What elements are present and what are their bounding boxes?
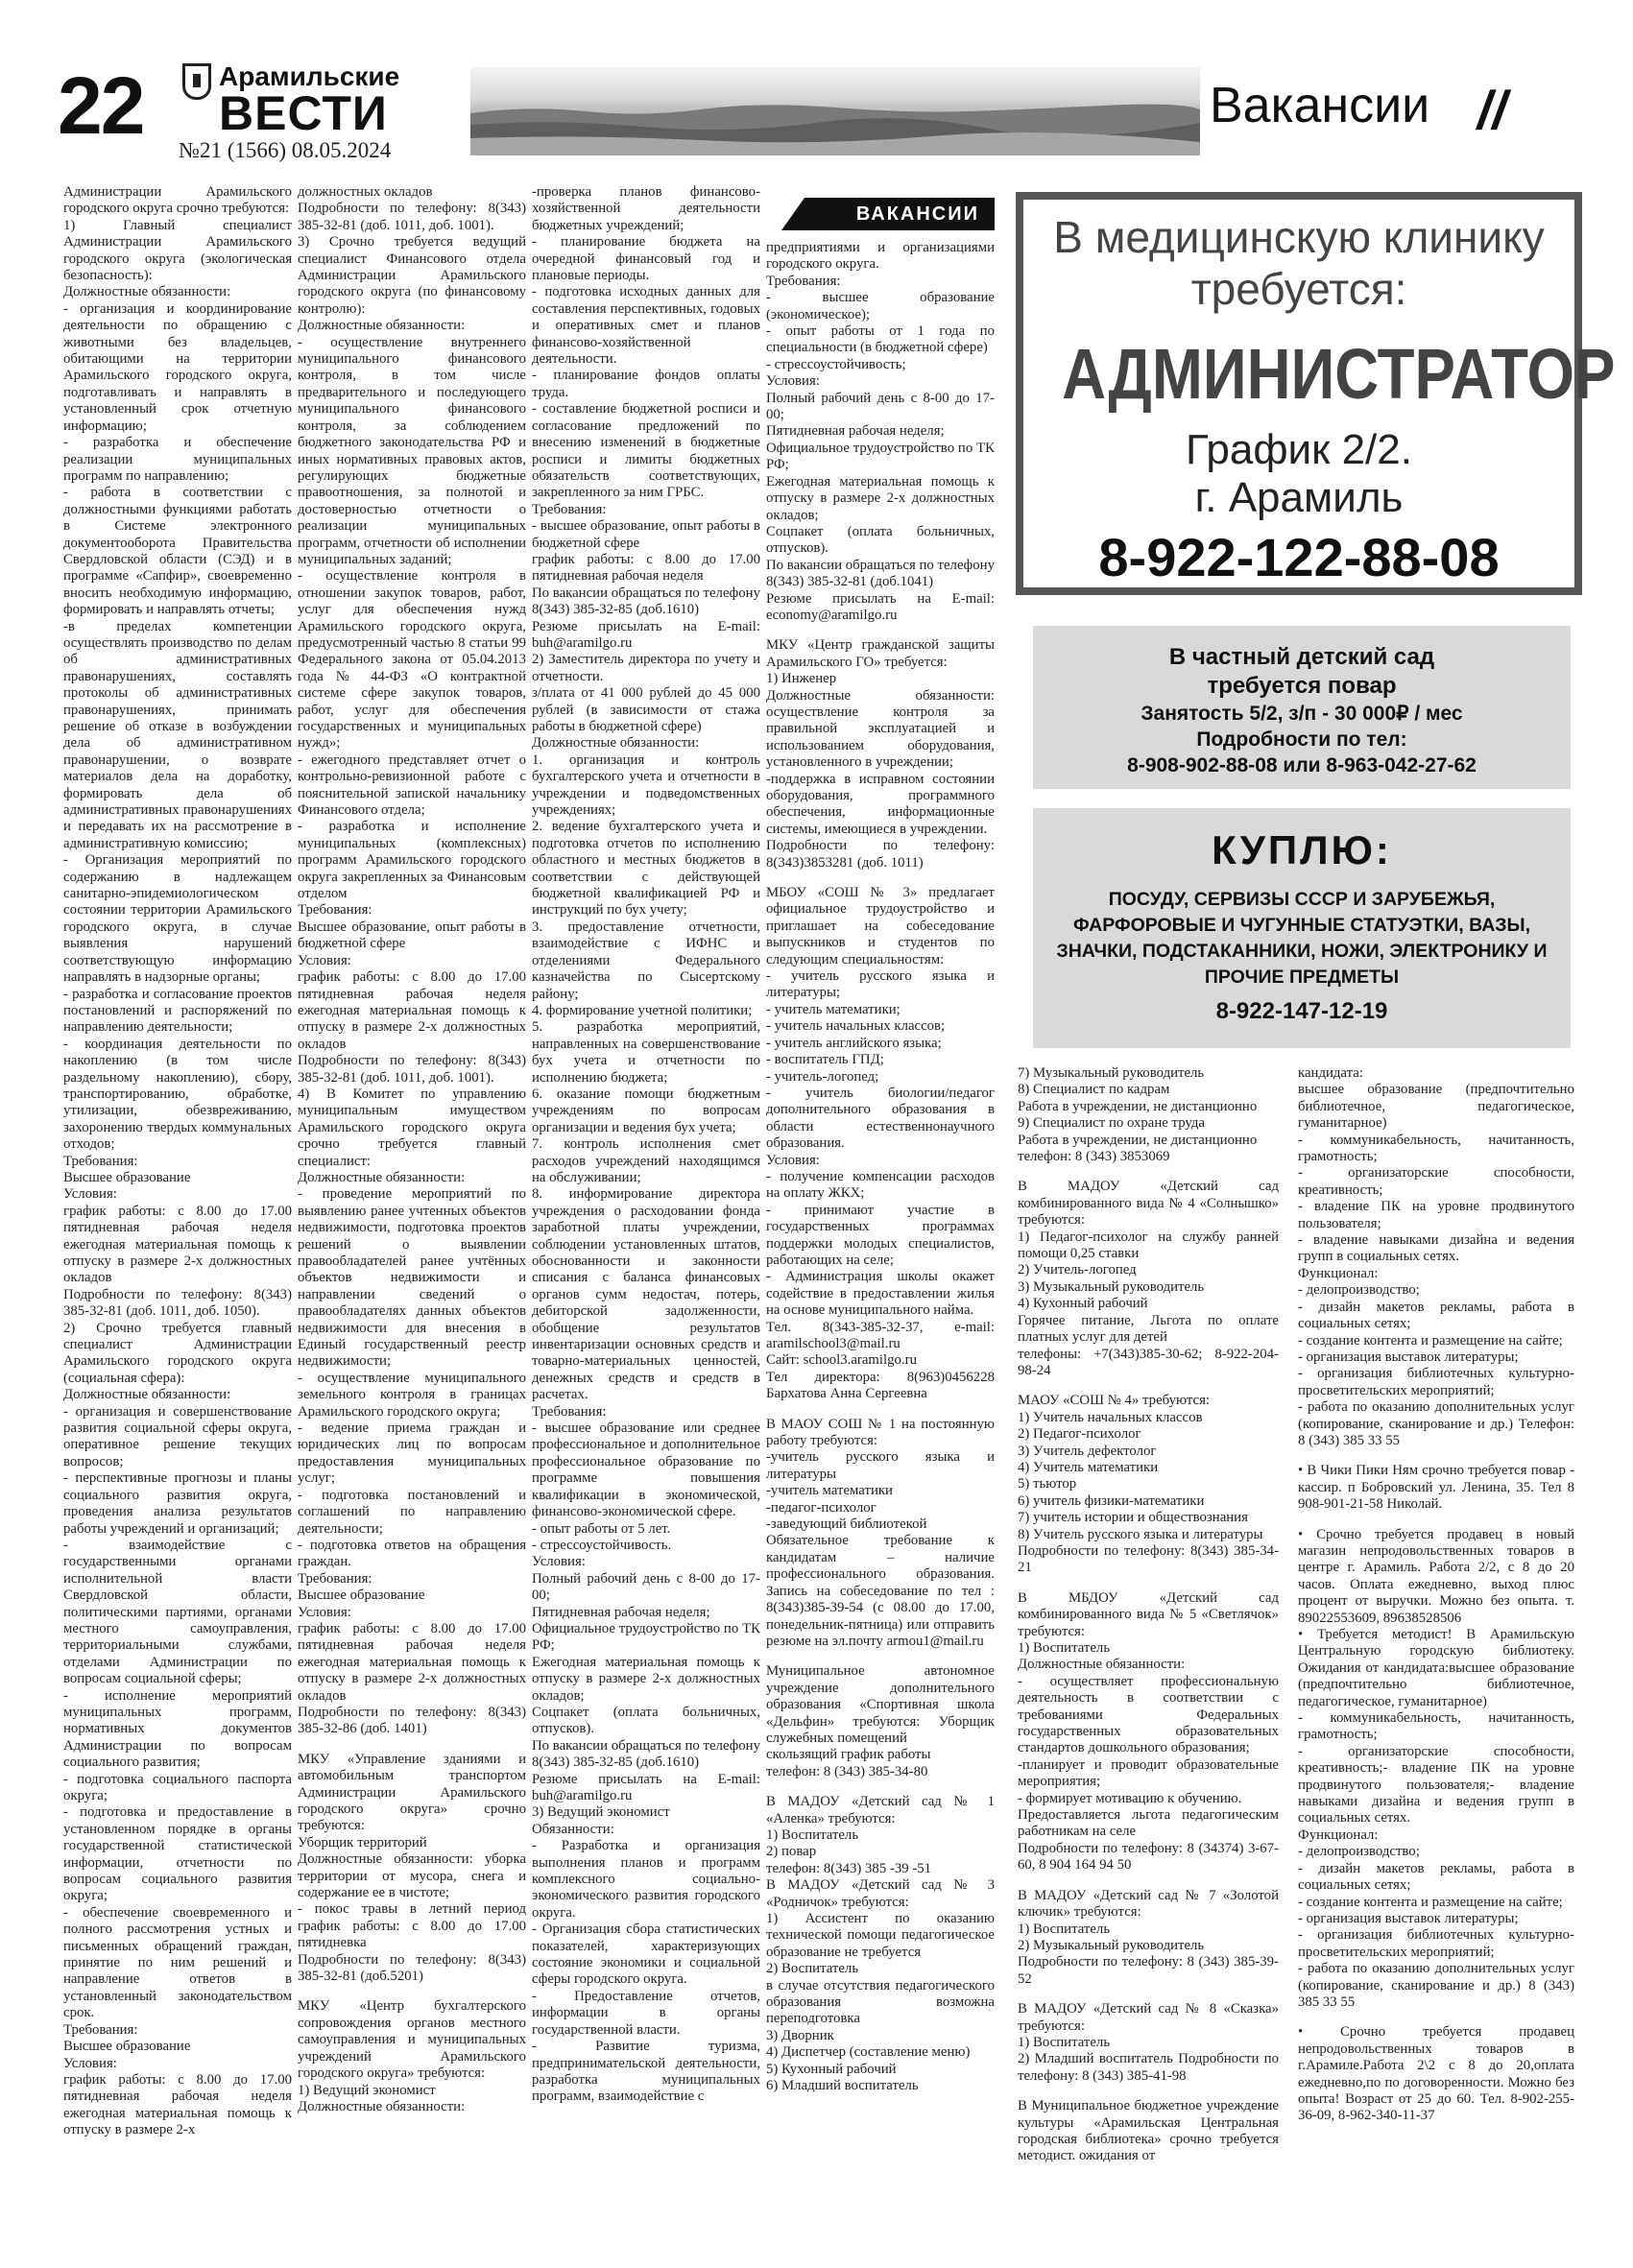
text-line: Полный рабочий день с 8-00 до 17-00; [766,390,995,423]
text-line: - учитель начальных классов; [766,1018,946,1035]
text-line: Пятидневная рабочая неделя; [532,1604,710,1620]
text-line: - высшее образование (экономическое); [766,290,995,322]
text-line: Работа в учреждении, не дистанционно [1018,1098,1258,1114]
text-line: Муниципальное автономное учреждение дополнительного образования «Спортивная школа «Дельфин» требуются: Уборщик служебных помещений [766,1663,995,1746]
paragraph-gap [766,624,995,637]
text-line: - коммуникабельность, начитанность, грамотность; [1298,1132,1574,1165]
masthead [58,58,1584,163]
text-line: 4) Кухонный рабочий [1018,1296,1148,1312]
text-line: - опыт работы от 1 года по специальности (в бюджетной сфере) [766,323,995,356]
text-line: В МАДОУ «Детский сад № 8 «Сказка» требуются: [1018,2001,1279,2034]
text-line: - исполнение мероприятий муниципальных программ, нормативных документов Администрации по вопросам социального развития; [63,1687,292,1771]
ad-clinic-phone: 8-922-122-88-08 [1098,527,1500,587]
text-line: МБОУ «СОШ № 3» предлагает официальное трудоустройство и приглашает на собеседование выпускников и студентов по следующим специальностям: [766,885,995,967]
text-line: Предоставляется льгота педагогическим работникам на селе [1018,1807,1279,1840]
ad-kindergarten-line1: В частный детский сад [1168,644,1435,670]
text-line: 6) учитель физики-математики [1018,1492,1205,1509]
text-line: В МАДОУ «Детский сад № 1 «Аленка» требуются: [766,1794,995,1826]
paragraph-gap [1298,2011,1574,2024]
ad-buy-antiques [1033,808,1571,1048]
text-line: -планирует и проводит образовательные мероприятия; [1018,1756,1279,1790]
text-line: МКУ «Управление зданиями и автомобильным транспортом Администрации Арамильского городского округа» срочно требуются: [298,1751,526,1834]
column-5-text [1018,1065,1279,2246]
text-line: - учитель русского языка и литературы; [766,968,995,1001]
text-line: 8) Специалист по кадрам [1018,1082,1170,1098]
paragraph-gap [1018,2085,1279,2098]
text-line: Официальное трудоустройство по ТК РФ; [532,1620,760,1654]
text-line: Резюме присылать на E-mail: buh@aramilgo.ru [532,618,760,651]
text-line: - Разработка и организация выполнения планов и программ комплексного социально-экономического развития городского округа. [532,1838,760,1921]
text-line: Администрации Арамильского городского округа срочно требуются: [63,184,292,217]
text-line: - получение компенсации расходов на оплату ЖКХ; [766,1168,995,1202]
text-line: з/плата от 41 000 рублей до 45 000 рублей (в зависимости от стажа работы в бюджетной сфере) [532,685,760,734]
text-line: - подготовка исходных данных для составления перспективных, годовых и оперативных смет и планов финансово-хозяйственной деятельности. [532,284,760,368]
newspaper-name-top: Арамильские [219,61,400,91]
text-line: 1) Ведущий экономист [298,2082,436,2098]
header-landscape-photo [470,67,1200,155]
text-line: в случае отсутствия педагогического образования возможна переподготовка [766,1977,995,2027]
paragraph-gap [1298,1449,1574,1463]
text-line: телефон: 8(343) 385 -39 -51 [766,1860,932,1876]
text-line: 2) Музыкальный руководитель [1018,1937,1205,1953]
text-line: • В Чики Пики Ням срочно требуется повар - кассир. п Бобровский ул. Ленина, 35. Тел 8 908-901-21-58 Николай. [1298,1463,1574,1513]
text-line: - обеспечение своевременного и полного рассмотрения устных и письменных обращений граждан, принятие по ним решений и направление ответов в установленный законодательством срок. [63,1904,292,2021]
text-line: Подробности по телефону: 8(343) 385-32-81 (доб. 1011, доб. 1001). [298,201,526,233]
text-line: - работа в соответствии с должностными функциями работать в Системе электронного документооборота Правительства Свердловской области (СЭД) и в программе «Сапфир», своевременно вносить необходимую информацию, формировать и направлять отчеты; [63,485,292,618]
text-line: - перспективные прогнозы и планы социального развития округа, проведения анализа результатов работы учреждений и организаций; [63,1470,292,1537]
text-line: - осуществление муниципального земельного контроля в границах Арамильского городского округа; [298,1370,526,1420]
text-line: кандидата: [1298,1065,1363,1081]
text-line: -проверка планов финансово-хозяйственной деятельности бюджетных учреждений; [532,184,760,233]
text-line: • Срочно требуется продавец непродовольственных товаров в г.Арамиле.Работа 2\2 с 8 до 20,оплата ежедневно,по по договоренности. Можно без опыта! Возраст от 25 до 60. Тел. 8-902-255-36-09, 8-962-340-11-37 [1298,2024,1574,2124]
paragraph-gap [1298,1514,1574,1527]
text-line: - Развитие туризма, предпринимательской деятельности, разработка муниципальных программ, взаимодействие с [532,2039,760,2105]
text-line: Подробности по телефону: 8 (343) 385-39-52 [1018,1954,1279,1987]
text-line: -педагог-психолог [766,1499,877,1516]
text-line: - ежегодного представляет отчет о контрольно-ревизионной работе с пояснительной запиской начальнику Финансового отдела; [298,752,526,819]
text-line: -учитель русского языка и литературы [766,1449,995,1482]
text-line: - работа по оказанию дополнительных услуг (копирование, сканирование и др.) 8 (343) 385 33 55 [1298,1961,1574,2010]
paragraph-gap [766,1780,995,1794]
text-line: 8) Учитель русского языка и литературы [1018,1526,1263,1542]
text-line: -поддержка в исправном состоянии оборудования, программного обеспечения, информационные системы, имеющиеся в учреждении. [766,771,995,837]
text-line: - стрессоустойчивость; [766,356,906,372]
paragraph-gap [298,1738,526,1752]
text-line: Требования: [298,902,372,919]
text-line: - подготовка и предоставление в установленном порядке в органы государственной статистической информации, отчетности по вопросам социального развития округа; [63,1804,292,1904]
ad-clinic-line1: В медицинскую клинику [1053,212,1545,262]
paragraph-gap [298,1985,526,1998]
text-line: - организация выставок литературы; [1298,1349,1519,1365]
text-line: Условия: [63,1186,117,1203]
ad-kindergarten-phones: 8-908-902-88-08 или 8-963-042-27-62 [1127,754,1477,776]
text-line: - дизайн макетов рекламы, работа в социальных сетях; [1298,1299,1574,1332]
text-line: 2) Воспитатель [766,1961,859,1977]
text-line: - стрессоустойчивость. [532,1537,672,1553]
text-line: Высшее образование, опыт работы в бюджетной сфере [298,919,526,952]
text-line: Пятидневная рабочая неделя; [766,423,945,440]
text-line: 1) Педагог-психолог на службу ранней помощи 0,25 ставки [1018,1229,1279,1262]
text-line: По вакансии обращаться по телефону 8(343) 385-32-81 (доб.1041) [766,557,995,590]
text-line: Требования: [532,1403,607,1420]
text-line: 1) Ассистент по оказанию технической помощи педагогическое образование не требуется [766,1911,995,1960]
section-slashes: // [1473,80,1514,140]
text-line: 2) Срочно требуется главный специалист Администрации Арамильского городского округа (социальная сфера): [63,1320,292,1386]
text-line: Уборщик территорий [298,1834,427,1850]
text-line: Условия: [298,952,351,968]
text-line: - создание контента и размещение на сайте; [1298,1894,1563,1910]
text-line: В МАДОУ «Детский сад № 7 «Золотой ключик» требуются: [1018,1887,1279,1921]
text-line: МАОУ «СОШ № 4» требуются: [1018,1393,1210,1409]
ad-clinic-position: АДМИНИСТРАТОР [1062,334,1616,414]
text-line: 3) Ведущий экономист [532,1804,670,1821]
newspaper-name-main: ВЕСТИ [219,86,388,140]
ad-kindergarten-cook [1033,626,1571,789]
text-line: - формирует мотивацию к обучению. [1018,1790,1242,1806]
text-line: Подробности по телефону: 8 (34374) 3-67-60, 8 904 164 94 50 [1018,1840,1279,1874]
text-line: предприятиями и организациями городского округа. [766,240,995,273]
text-line: Должностные обязанности: [298,1169,466,1185]
text-line: телефоны: +7(343)385-30-62; 8-922-204-98-24 [1018,1346,1279,1378]
text-line: Условия: [766,373,820,390]
text-line: 1) Воспитатель [1018,1640,1111,1656]
text-line: - принимают участие в государственных программах поддержки молодых специалистов, работающих на селе; [766,1202,995,1268]
section-title: Вакансии [1210,78,1430,133]
paragraph-gap [766,1403,995,1417]
text-line: Условия: [298,1604,351,1620]
text-line: - осуществляет профессиональную деятельность в соответствии с требованиями Федеральных государственных образовательных стандартов дошкольного образования; [1018,1673,1279,1756]
text-line: 5) тьютор [1018,1476,1077,1492]
text-line: - Организация мероприятий по содержанию в надлежащем санитарно-эпидемиологическом состоянии территории Арамильского городского округа, в случае выявления нарушений соответствующую информацию направлять в надзорные органы; [63,852,292,986]
text-line: Подробности по телефону: 8(343) 385-32-81 (доб.5201) [298,1951,526,1985]
ad-clinic-schedule: График 2/2. [1186,426,1412,473]
city-crest-icon [182,63,211,100]
text-line: Резюме присылать на E-mail: economy@aramilgo.ru [766,590,995,623]
ad-clinic-administrator [1016,192,1616,595]
ad-kindergarten-terms: Занятость 5/2, з/п - 30 000₽ / мес [1141,703,1463,725]
text-line: Высшее образование [63,1169,191,1185]
text-line: график работы: с 8.00 до 17.00 пятидневная рабочая неделя ежегодная материальная помощь к отпуску в размере 2-х [63,2071,292,2138]
text-line: -заведующий библиотекой [766,1516,927,1533]
text-line: - учитель-логопед; [766,1068,879,1085]
text-line: Требования: [63,2021,138,2038]
text-line: Должностные обязанности: [1018,1657,1186,1673]
text-line: Подробности по телефону: 8(343)3853281 (доб. 1011) [766,838,995,871]
text-line: Подробности по телефону: 8(343) 385-32-86 (доб. 1401) [298,1704,526,1737]
vacancies-badge: ВАКАНСИИ [766,198,995,230]
text-line: 2) повар [766,1844,817,1860]
text-line: 7) Музыкальный руководитель [1018,1065,1205,1081]
text-line: 1) Главный специалист Администрации Арамильского городского округа (экологическая безопасность): [63,217,292,284]
ad-clinic-line2: требуется: [1190,264,1407,314]
text-line: - разработка и обеспечение реализации муниципальных программ по направлению; [63,435,292,484]
text-line: 1) Инженер [766,671,837,687]
text-line: - координация деятельности по накоплению (в том числе раздельному накоплению), сбору, транспортированию, обработке, утилизации, обезвреживанию, захоронению твердых коммунальных отходов; [63,1036,292,1153]
text-line: - делопроизводство; [1298,1844,1420,1860]
text-line: Должностные обязанности: [63,284,231,300]
text-line: - проведение мероприятий по выявлению ранее учтенных объектов недвижимости, подготовка проектов решений о выявлении правообладателей ранее учтённых объектов недвижимости и направлении сведений о правообладателях данных объектов недвижимости для внесения в Единый государственный реестр недвижимости; [298,1186,526,1370]
text-line: 2) Младший воспитатель Подробности по телефону: 8 (343) 385-41-98 [1018,2051,1279,2084]
text-line: В МАОУ СОШ № 1 на постоянную работу требуются: [766,1416,995,1449]
text-line: Функционал: [1298,1265,1379,1281]
text-line: - составление бюджетной росписи и согласование предложений по внесению изменений в бюджетные росписи и лимиты бюджетных обязательств соответствующих, закрепленного за ним ГРБС. [532,401,760,501]
text-line: МКУ «Центр гражданской защиты Арамильского ГО» требуется: [766,637,995,670]
text-line: - планирование бюджета на очередной финансовый год и плановые периоды. [532,234,760,284]
text-line: -учитель математики [766,1483,893,1499]
text-line: - воспитатель ГПД; [766,1052,884,1068]
text-line: Условия: [766,1152,820,1168]
text-line: 2. ведение бухгалтерского учета и подготовка отчетов по исполнению областного и местных бюджетов в соответствии с действующей бюджетной квалификацией РФ и инструкций по бух учету; [532,819,760,919]
text-line: 4) Диспетчер (составление меню) [766,2044,971,2061]
text-line: Требования: [63,1153,138,1169]
text-line: - разработка и согласование проектов постановлений и распоряжений по направлению деятельности; [63,986,292,1036]
text-line: 2) Учитель-логопед [1018,1262,1137,1278]
text-line: - Организация сбора статистических показателей, характеризующих состояние экономики и социальной сферы городского округа. [532,1922,760,1988]
text-line: должностных окладов [298,184,433,200]
text-line: Официальное трудоустройство по ТК РФ; [766,440,995,473]
text-line: Тел. 8(343-385-32-37, e-mail: aramilschool3@mail.ru [766,1319,995,1351]
text-line: 4. формирование учетной политики; [532,1002,753,1018]
text-line: Должностные обязанности: осуществление контроля за правильной эксплуатацией и использованием оборудования, установленного в учреждении; [766,687,995,771]
text-line: Должностные обязанности: [63,1387,231,1403]
paragraph-gap [1018,1988,1279,2001]
column-6-text [1298,1065,1574,2246]
text-line: телефон: 8 (343) 385-34-80 [766,1763,928,1779]
text-line: Высшее образование [298,1588,425,1604]
text-line: - учитель английского языка; [766,1035,942,1051]
landscape-photo-drawing [470,67,1200,155]
text-line: В Муниципальное бюджетное учреждение культуры «Арамильская Центральная городская библиотека» срочно требуется методист. ожидания от [1018,2098,1279,2164]
text-line: - учитель математики; [766,1001,901,1017]
text-line: - взаимодействие с государственными органами исполнительной власти Свердловской области, политическими партиями, органами местного самоуправления, территориальными службами, отделами Администрации по вопросам социальной сферы; [63,1537,292,1687]
text-line: В МАДОУ «Детский сад комбинированного вида № 4 «Солнышко» требуются: [1018,1179,1279,1229]
paragraph-gap [1018,1379,1279,1393]
text-line: 1. организация и контроль бухгалтерского учета и отчетности в учреждении и подведомственных учреждениях; [532,752,760,819]
text-line: - организация библиотечных культурно-просветительских мероприятий; [1298,1927,1574,1960]
text-line: - организация выставок литературы; [1298,1910,1519,1926]
ad-kindergarten-line2: требуется повар [1207,673,1397,699]
text-line: 6) Младший воспитатель [766,2078,919,2094]
text-line: -в пределах компетенции осуществлять производство по делам об административных правонарушениях, составлять протоколы об административных правонарушениях, принимать решение об отказе в возбуждении дела об административном правонарушении, о возврате материалов дела на доработку, формировать дела об административных правонарушениях и передавать их на рассмотрение в административную комиссию; [63,618,292,851]
text-line: Резюме присылать на E-mail: buh@aramilgo.ru [532,1771,760,1803]
text-line: Соцпакет (оплата больничных, отпусков). [766,523,995,557]
text-line: Должностные обязанности: [298,318,466,334]
text-line: 3) Срочно требуется ведущий специалист Финансового отдела Администрации Арамильского городского округа (по финансовому контролю): [298,234,526,317]
text-line: Обязанности: [532,1821,614,1837]
text-line: Должностные обязанности: уборка территории от мусора, снега и содержание ее в чистоте; [298,1851,526,1901]
text-line: - осуществление внутреннего муниципального финансового контроля, в том числе предварительного и последующего муниципального финансового контроля, за соблюдением бюджетного законодательства РФ и иных нормативных правовых актов, регулирующих бюджетные правоотношения, за полнотой и достоверностью отчетности о реализации муниципальных программ, отчетности об исполнении муниципальных заданий; [298,334,526,567]
text-line: - коммуникабельность, начитанность, грамотность; [1298,1710,1574,1743]
text-line: скользящий график работы [766,1747,931,1763]
ad-kindergarten-details: Подробности по тел: [1196,728,1407,751]
ad-buy-title: КУПЛЮ: [1212,827,1392,872]
text-line: 2) Педагог-психолог [1018,1426,1141,1443]
text-line: - ведение приема граждан и юридических лиц по вопросам предоставления муниципальных услуг; [298,1420,526,1487]
text-line: Условия: [63,2055,117,2071]
text-line: 3) Дворник [766,2027,834,2043]
text-line: 1) Воспитатель [766,1826,859,1843]
column-2-text [298,184,526,2248]
text-line: - подготовка ответов на обращения граждан. [298,1537,526,1570]
column-1-text [63,184,292,2248]
text-line: • Требуется методист! В Арамильскую Центральную городскую библиотеку. Ожидания от кандидата:высшее образование (предпочтительно библиотечное, педагогическое, гуманитарное) [1298,1627,1574,1709]
text-line: 5. разработка мероприятий, направленных на совершенствование бух учета и отчетности по исполнению бюджета; [532,1019,760,1086]
text-line: 4) Учитель математики [1018,1459,1159,1475]
text-line: график работы: с 8.00 до 17.00 пятидневная рабочая неделя ежегодная материальная помощь к отпуску в размере 2-х должностных окладов [298,1620,526,1704]
text-line: В МАДОУ «Детский сад № 3 «Родничок» требуются: [766,1877,995,1910]
text-line: 1) Воспитатель [1018,1921,1111,1937]
text-line: Требования: [532,501,607,517]
text-line: - организаторские способности, креативность;- владение ПК на уровне продвинутого пользователя;- владение навыками дизайна и ведения групп в социальных сетях. [1298,1743,1574,1826]
text-line: 2) Заместитель директора по учету и отчетности. [532,652,760,684]
paragraph-gap [1018,1874,1279,1888]
text-line: - дизайн макетов рекламы, работа в социальных сетях; [1298,1860,1574,1894]
text-line: Подробности по телефону: 8(343) 385-34-21 [1018,1542,1279,1576]
text-line: график работы: с 8.00 до 17.00 пятидневная рабочая неделя [532,551,760,585]
text-line: график работы: с 8.00 до 17.00 пятидневная рабочая неделя ежегодная материальная помощь к отпуску в размере 2-х должностных окладов [63,1203,292,1286]
text-line: Функционал: [1298,1826,1379,1843]
text-line: телефон: 8 (343) 3853069 [1018,1149,1170,1165]
text-line: Обязательное требование к кандидатам – наличие профессионального образования. Запись на собеседование по тел : 8(343)385-39-54 (с 08.00 до 17.00, понедельник-пятница) или отправить резюме на эл.почту armou1@mail.ru [766,1533,995,1649]
paragraph-gap [1018,1577,1279,1590]
text-line: - создание контента и размещение на сайте; [1298,1332,1563,1349]
text-line: Должностные обязанности: [298,2098,466,2114]
ad-clinic-city: г. Арамиль [1194,474,1404,521]
text-line: график работы: с 8.00 до 17.00 пятидневная рабочая неделя ежегодная материальная помощь к отпуску в размере 2-х должностных окладов [298,969,526,1052]
text-line: В МБДОУ «Детский сад комбинированного вида № 5 «Светлячок» требуются: [1018,1589,1279,1639]
text-line: 7. контроль исполнения смет расходов учреждений находящимся на обслуживании; [532,1136,760,1185]
text-line: Условия: [532,1554,586,1570]
text-line: 1) Учитель начальных классов [1018,1409,1203,1425]
text-line: - подготовка постановлений и соглашений по направлению деятельности; [298,1487,526,1537]
text-line: 6. оказание помощи бюджетным учреждениям по вопросам организации и ведения бух учета; [532,1086,760,1135]
page-number: 22 [58,60,144,151]
ad-buy-phone: 8-922-147-12-19 [1215,998,1388,1024]
text-line: Горячее питание, Льгота по оплате платных услуг для детей [1018,1312,1279,1346]
text-line: Полный рабочий день с 8-00 до 17-00; [532,1570,760,1604]
text-line: Ежегодная материальная помощь к отпуску в размере 2-х должностных окладов; [766,473,995,523]
text-line: - владение навыками дизайна и ведения групп в социальных сетях. [1298,1232,1574,1265]
paragraph-gap [1018,1165,1279,1179]
text-line: • Срочно требуется продавец в новый магазин непродовольственных товаров в центре г. Арамиль. Работа 2/2, с 8 до 20 часов. Оплата ежедневно, выход плюс процент от выручки. Можно без опыта. т. 89022553609, 89638528506 [1298,1526,1574,1626]
text-line: По вакансии обращаться по телефону 8(343) 385-32-85 (доб.1610) [532,585,760,618]
text-line: Тел директора: 8(963)0456228 Бархатова Анна Сергеевна [766,1369,995,1402]
text-line: - Администрация школы окажет содействие в предоставлении жилья на основе муниципального найма. [766,1269,995,1319]
text-line: - организация и совершенствование развития социальной сферы округа, оперативное решение текущих вопросов; [63,1403,292,1469]
text-line: 9) Специалист по охране труда [1018,1115,1205,1132]
column-4-text [766,240,995,2246]
text-line: 3. предоставление отчетности, взаимодействие с ИФНС и отделениями Федерального казначейства по Сысертскому району; [532,919,760,1002]
text-line: высшее образование (предпочтительно библиотечное, педагогическое, гуманитарное) [1298,1082,1574,1132]
text-line: Сайт: school3.aramilgo.ru [766,1352,917,1369]
text-line: 8. информирование директора учреждения о расходовании фонда заработной платы учреждении, соблюдении установленных штатов, обоснованности и законности списания с баланса финансовых органов сумм недостач, потерь, дебиторской задолженности, обобщение результатов инвентаризации основных средств и товарно-материальных ценностей, денежных средств и средств в расчетах. [532,1186,760,1403]
text-line: - высшее образование или среднее профессиональное и дополнительное профессиональное образование по программе повышения квалификации в экономической, финансово-экономической сфере. [532,1420,760,1520]
text-line: - разработка и исполнение муниципальных (комплексных) программ Арамильского городского округа закрепленных за Финансовым отделом [298,819,526,902]
text-line: Работа в учреждении, не дистанционно [1018,1132,1258,1148]
text-line: 4) В Комитет по управлению муниципальным имуществом Арамильского городского округа срочно требуется главный специалист: [298,1086,526,1169]
text-line: 5) Кухонный рабочий [766,2061,897,2077]
ad-buy-items: ПОСУДУ, СЕРВИЗЫ СССР И ЗАРУБЕЖЬЯ, ФАРФОРОВЫЕ И ЧУГУННЫЕ СТАТУЭТКИ, ВАЗЫ, ЗНАЧКИ, ПОДСТАКАННИКИ, НОЖИ, ЭЛЕКТРОНИКУ И ПРОЧИЕ ПРЕДМЕТЫ [1056,889,1548,988]
text-line: По вакансии обращаться по телефону 8(343) 385-32-85 (доб.1610) [532,1737,760,1771]
text-line: - учитель биологии/педагог дополнительного образования в области естественнонаучного образования. [766,1085,995,1152]
text-line: - работа по оказанию дополнительных услуг (копирование, сканирование и др.) Телефон: 8 (343) 385 33 55 [1298,1399,1574,1448]
text-line: 3) Учитель дефектолог [1018,1443,1157,1459]
text-line: - организаторские способности, креативность; [1298,1165,1574,1198]
text-line: Соцпакет (оплата больничных, отпусков). [532,1704,760,1737]
text-line: Требования: [766,273,841,289]
text-line: - делопроизводство; [1298,1282,1420,1299]
text-line: - подготовка социального паспорта округа; [63,1771,292,1803]
text-line: 1) Воспитатель [1018,2034,1111,2050]
text-line: Ежегодная материальная помощь к отпуску в размере 2-х должностных окладов; [532,1654,760,1704]
text-line: - планирование фондов оплаты труда. [532,368,760,400]
text-line: - Предоставление отчетов, информации в органы государственной власти. [532,1988,760,2038]
paragraph-gap [766,1650,995,1663]
text-line: - организация библиотечных культурно-просветительских мероприятий; [1298,1366,1574,1398]
text-line: Требования: [298,1570,372,1587]
text-line: МКУ «Центр бухгалтерского сопровождения органов местного самоуправления и муниципальных учреждений Арамильского городского округа» требуются: [298,1998,526,2082]
text-line: Подробности по телефону: 8(343) 385-32-81 (доб. 1011, доб. 1050). [63,1286,292,1320]
issue-line: №21 (1566) 08.05.2024 [179,138,392,162]
text-line: - организация и координирование деятельности по обращению с животными без владельцев, обитающими на территории Арамильского городского округа, подготавливать и направлять в установленный срок отчетную информацию; [63,300,292,434]
text-line: - опыт работы от 5 лет. [532,1520,671,1537]
text-line: Высшее образование [63,2039,191,2055]
text-line: - покос травы в летний период график работы: с 8.00 до 17.00 пятидневка [298,1901,526,1951]
text-line: - владение ПК на уровне продвинутого пользователя; [1298,1199,1574,1231]
column-3-text [532,184,760,2248]
text-line: 7) учитель истории и обществознания [1018,1510,1248,1526]
text-line: Должностные обязанности: [532,735,700,752]
text-line: - осуществление контроля в отношении закупок товаров, работ, услуг для обеспечения нужд Арамильского городского округа, предусмотренный частью 8 статьи 99 Федерального закона от 05.04.2013 года № 44-ФЗ «О контрактной системе сфере закупок товаров, работ, услуг для обеспечения государственных и муниципальных нужд»; [298,568,526,752]
text-line: Подробности по телефону: 8(343) 385-32-81 (доб. 1011, доб. 1001). [298,1053,526,1086]
paragraph-gap [766,871,995,885]
text-line: - высшее образование, опыт работы в бюджетной сфере [532,518,760,551]
text-line: 3) Музыкальный руководитель [1018,1278,1205,1295]
